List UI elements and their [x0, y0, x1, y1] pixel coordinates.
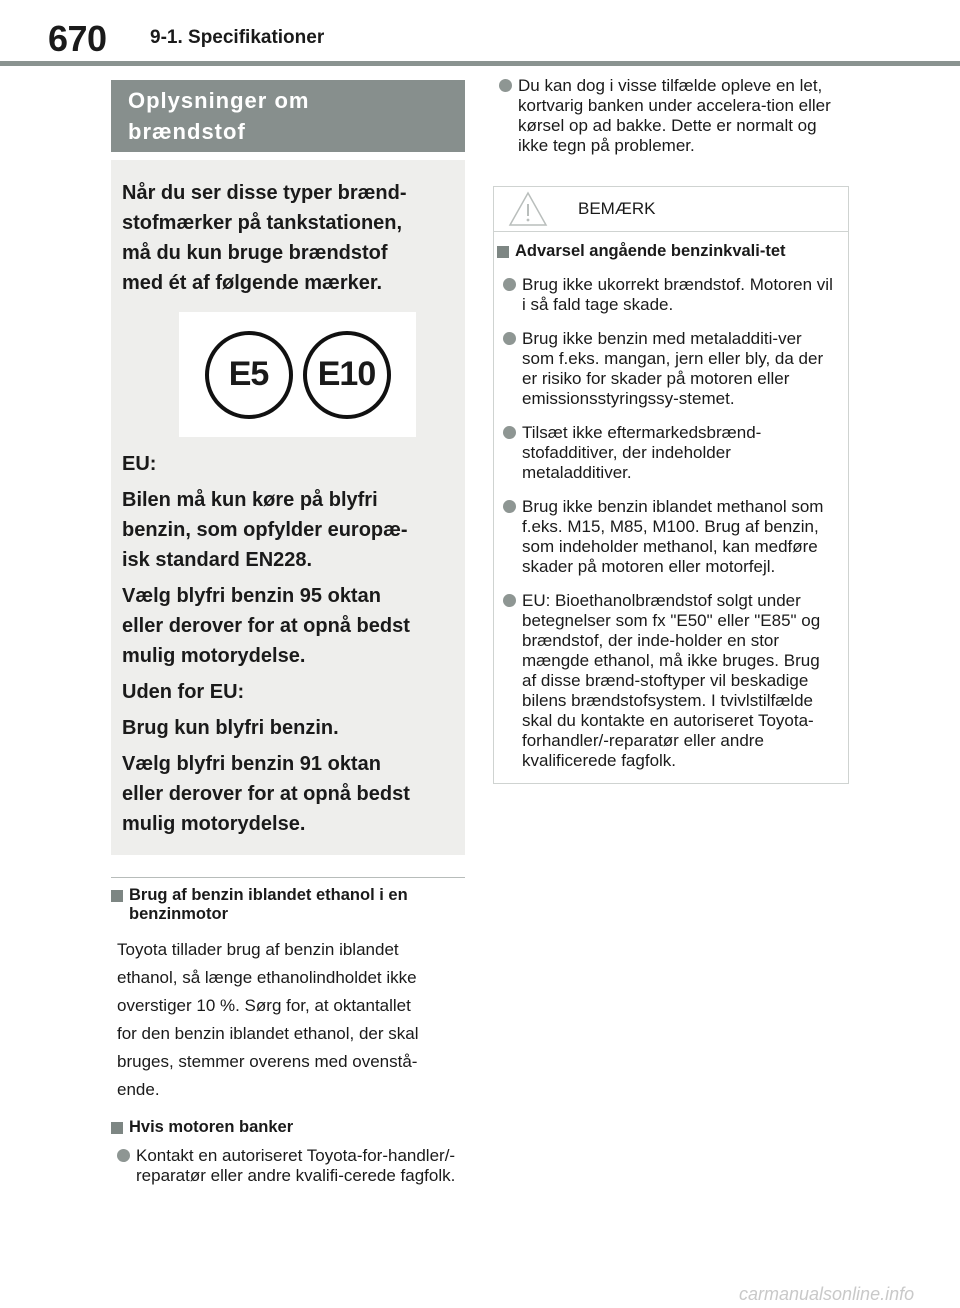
ethanol-paragraph [117, 936, 465, 1104]
watermark: carmanualsonline.info [739, 1284, 915, 1304]
round-bullet-icon [499, 79, 512, 92]
fuel-quality-heading-text: Advarsel angående benzinkvali-tet [515, 242, 786, 260]
intro-line: med ét af følgende mærker. [122, 272, 383, 294]
eu-label [122, 449, 454, 479]
title-line-1: Oplysninger om [128, 88, 310, 113]
right-column [493, 76, 849, 784]
title-line-2: brændstof [128, 119, 246, 144]
knock-heading-text: Hvis motoren banker [129, 1118, 294, 1136]
eu-label-text: EU: [122, 453, 157, 475]
notice-bullet [497, 423, 838, 483]
ethanol-line: bruges, stemmer overens med ovenstå- [117, 1052, 418, 1071]
knock-bullet-text: Kontakt en autoriseret Toyota-for-handler/-reparatør eller andre kvalifi-cerede fagfolk. [136, 1146, 456, 1185]
fuel-info-title-box [111, 80, 465, 152]
eu-choose-line: mulig motorydelse. [122, 645, 306, 667]
outside-eu-line: Brug kun blyfri benzin. [122, 717, 339, 739]
round-bullet-icon [503, 426, 516, 439]
knock-note-text: Du kan dog i visse tilfælde opleve en let, kortvarig banken under accelera-tion eller kørsel op ad bakke. Dette er normalt og ikke tegn på problemer. [518, 76, 831, 155]
knock-heading [111, 1118, 465, 1137]
section-divider [111, 877, 465, 878]
outside-choose-line: Vælg blyfri benzin 91 oktan [122, 753, 381, 775]
warning-triangle-icon [508, 191, 548, 227]
notice-bullet [497, 275, 838, 315]
ethanol-heading-text: Brug af benzin iblandet ethanol i en benzinmotor [129, 886, 408, 923]
ethanol-heading [111, 886, 465, 924]
left-column [111, 80, 465, 1186]
notice-header [494, 187, 848, 232]
page-number: 670 [48, 18, 107, 59]
square-bullet-icon [111, 1122, 123, 1134]
notice-box [493, 186, 849, 784]
intro-line: må du kun bruge brændstof [122, 242, 388, 264]
notice-bullet-text: Tilsæt ikke eftermarkedsbrænd-stofadditiver, der indeholder metaladditiver. [522, 423, 762, 482]
fuel-info-box [111, 160, 465, 855]
notice-bullet [497, 591, 838, 771]
ethanol-line: ethanol, så længe ethanolindholdet ikke [117, 968, 417, 987]
round-bullet-icon [503, 332, 516, 345]
square-bullet-icon [111, 890, 123, 902]
outside-eu-label-text: Uden for EU: [122, 681, 245, 703]
notice-bullet-text: EU: Bioethanolbrændstof solgt under betegnelser som fx "E50" eller "E85" og brændstof, der inde-holder en stor mængde ethanol, må ikke bruges. Brug af disse brænd-stoftyper vil beskadige bilens brændstofsystem. I tvivlstilfælde skal du kontakte en autoriseret Toyota-forhandler/-reparatør eller andre kvalificerede fagfolk. [522, 591, 821, 770]
intro-text [122, 178, 454, 298]
ethanol-line: overstiger 10 %. Sørg for, at oktantallet [117, 996, 411, 1015]
eu-choose-line: Vælg blyfri benzin 95 oktan [122, 585, 381, 607]
notice-title: BEMÆRK [578, 199, 656, 218]
intro-line: stofmærker på tankstationen, [122, 212, 403, 234]
fuel-label-panel [179, 312, 416, 437]
eu-line: Bilen må kun køre på blyfri [122, 489, 378, 511]
section-title: 9-1. Specifikationer [150, 27, 325, 48]
knock-bullet [111, 1146, 465, 1186]
knock-note-bullet [493, 76, 849, 156]
square-bullet-icon [497, 246, 509, 258]
eu-text [122, 485, 454, 575]
intro-line: Når du ser disse typer brænd- [122, 182, 407, 204]
ethanol-line: ende. [117, 1080, 160, 1099]
notice-bullet-text: Brug ikke benzin med metaladditi-ver som f.eks. mangan, jern eller bly, da der er risiko for skader på motoren eller emissionsstyringssy-stemet. [522, 329, 824, 408]
notice-bullet [497, 497, 838, 577]
notice-bullet [497, 329, 838, 409]
e5-fuel-badge: E5 [205, 331, 293, 419]
outside-choose-line: mulig motorydelse. [122, 813, 306, 835]
outside-eu-label [122, 677, 454, 707]
eu-choose-line: eller derover for at opnå bedst [122, 615, 410, 637]
fuel-quality-heading [497, 242, 838, 261]
round-bullet-icon [503, 500, 516, 513]
round-bullet-icon [503, 594, 516, 607]
outside-eu-text [122, 713, 454, 743]
e10-fuel-badge: E10 [303, 331, 391, 419]
round-bullet-icon [117, 1149, 130, 1162]
ethanol-line: Toyota tillader brug af benzin iblandet [117, 940, 399, 959]
eu-line: isk standard EN228. [122, 549, 313, 571]
outside-eu-choose-text [122, 749, 454, 839]
header-rule [0, 61, 960, 66]
notice-bullet-text: Brug ikke benzin iblandet methanol som f.eks. M15, M85, M100. Brug af benzin, som indeholder methanol, kan medføre skader på motoren eller motorfejl. [522, 497, 824, 576]
eu-choose-text [122, 581, 454, 671]
eu-line: benzin, som opfylder europæ- [122, 519, 408, 541]
round-bullet-icon [503, 278, 516, 291]
outside-choose-line: eller derover for at opnå bedst [122, 783, 410, 805]
notice-bullet-text: Brug ikke ukorrekt brændstof. Motoren vil i så fald tage skade. [522, 275, 833, 314]
ethanol-line: for den benzin iblandet ethanol, der skal [117, 1024, 419, 1043]
